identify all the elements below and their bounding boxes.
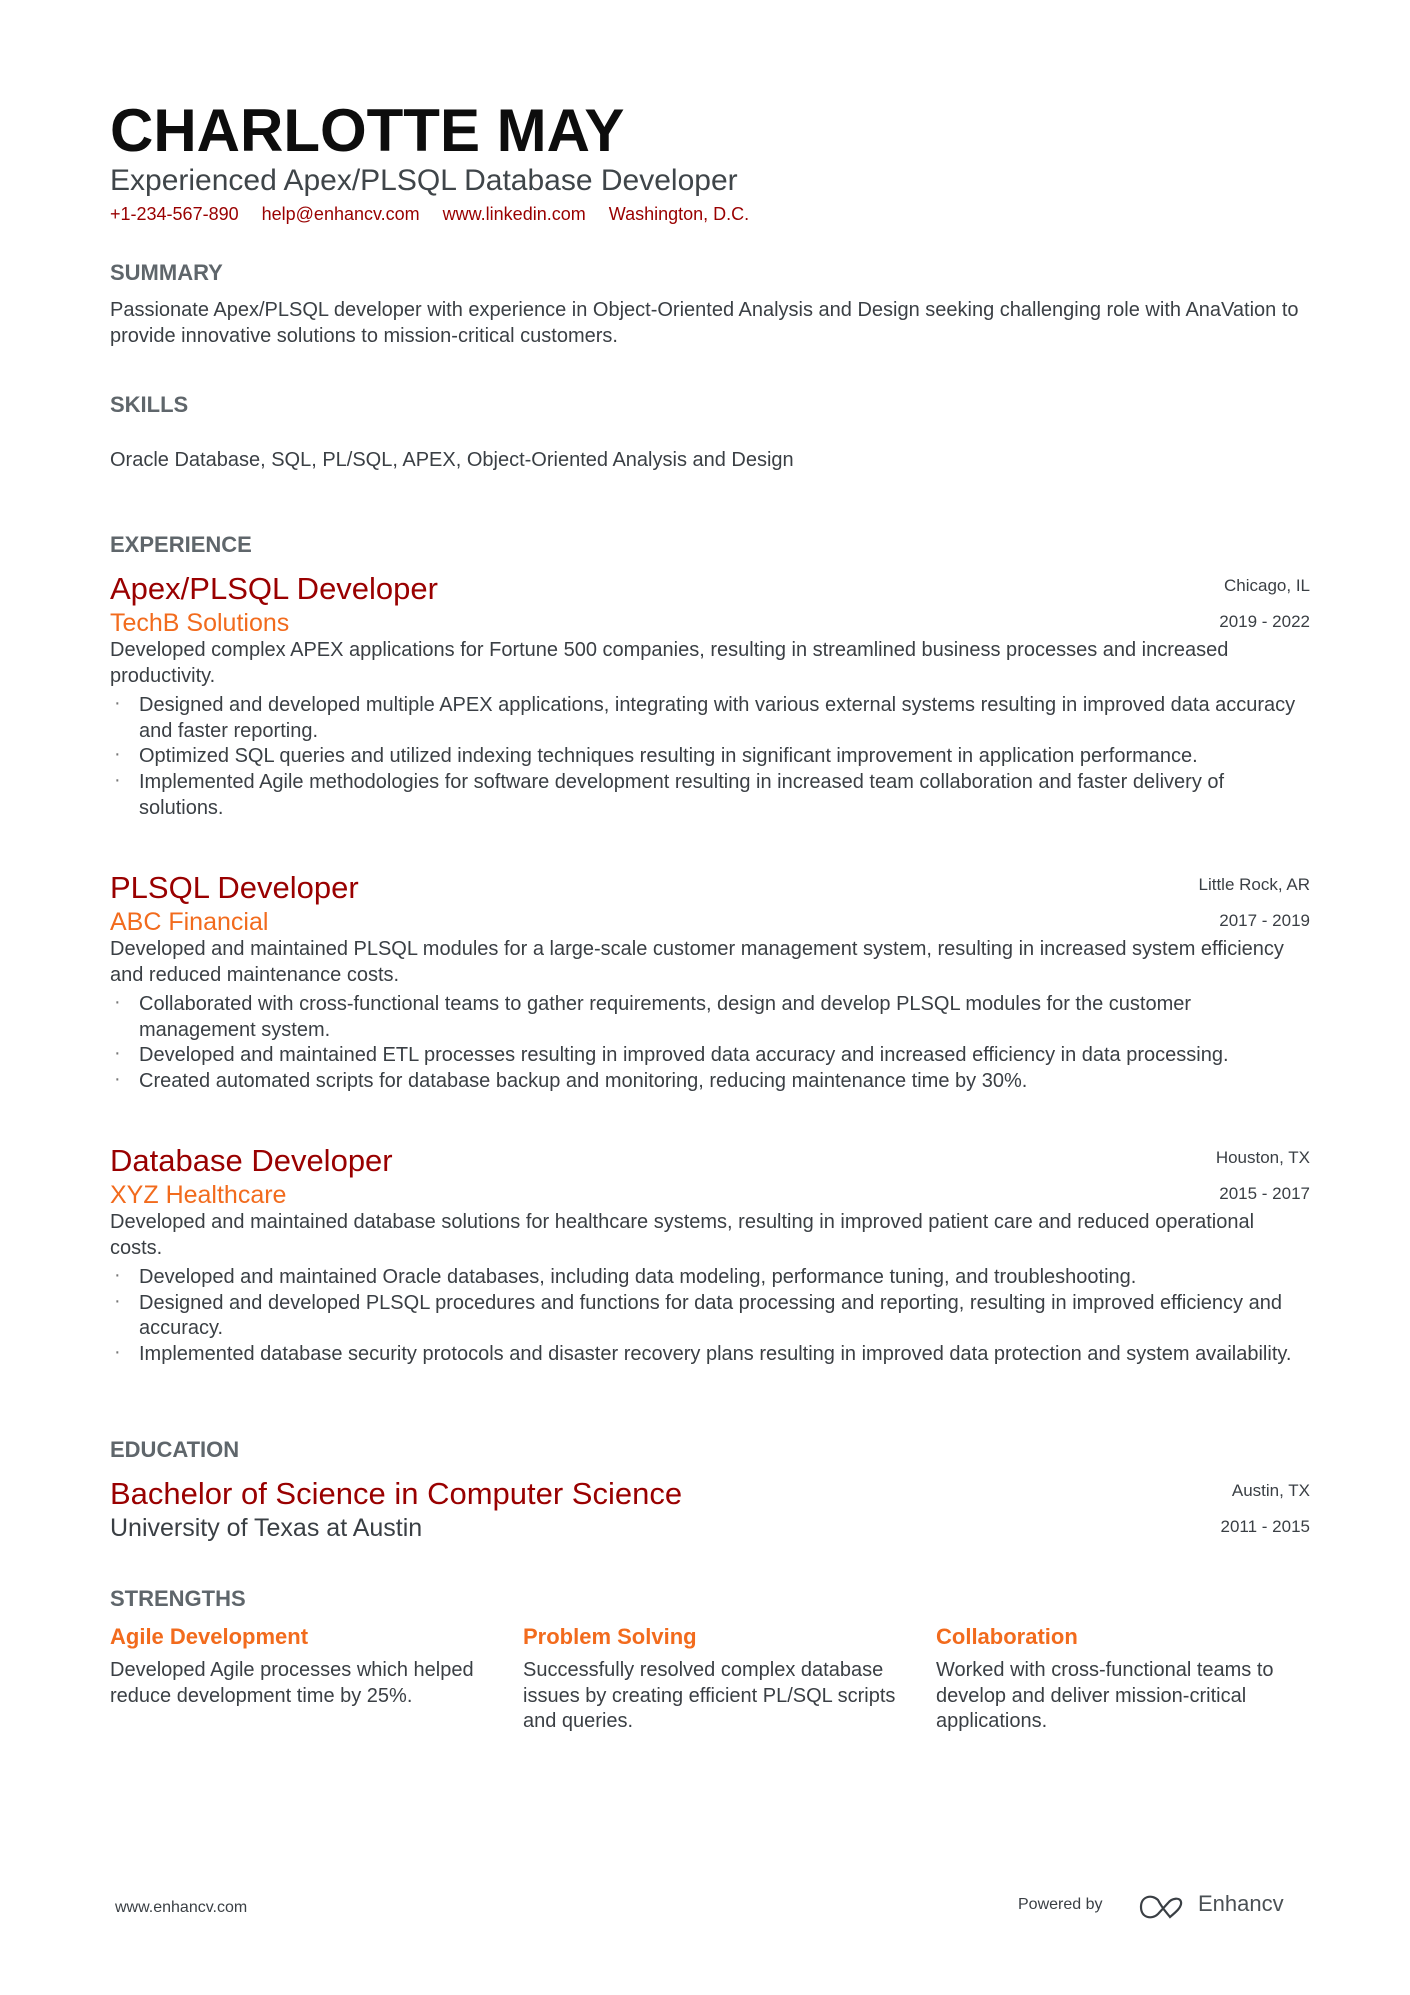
strengths-heading: STRENGTHS	[110, 1586, 246, 1611]
bullet: · Implemented database security protocols and disaster recovery plans resulting in improved data protection and system availability.	[110, 1342, 1310, 1368]
strength-text: Successfully resolved complex database issues by creating efficient PL/SQL scripts and queries.	[523, 1659, 896, 1733]
candidate-title: Experienced Apex/PLSQL Database Developer	[110, 164, 738, 197]
skills-text: Oracle Database, SQL, PL/SQL, APEX, Object-Oriented Analysis and Design	[110, 449, 794, 471]
bullet: · Designed and developed multiple APEX applications, integrating with various external systems resulting in improved data accuracy and faster reporting.	[110, 693, 1310, 744]
skills-heading: SKILLS	[110, 392, 189, 417]
linkedin-link[interactable]: www.linkedin.com	[442, 204, 586, 224]
candidate-name: CHARLOTTE MAY	[110, 97, 625, 164]
company-name: ABC Financial	[110, 908, 269, 936]
location-text: Washington, D.C.	[608, 204, 750, 224]
bullet: · Implemented Agile methodologies for software development resulting in increased team collaboration and faster delivery of solutions.	[110, 770, 1310, 821]
company-name: TechB Solutions	[110, 609, 290, 637]
bullet: · Developed and maintained Oracle databases, including data modeling, performance tuning, and troubleshooting.	[110, 1265, 1310, 1291]
education-entry	[110, 1475, 1310, 1543]
bullet: · Optimized SQL queries and utilized indexing techniques resulting in significant improvement in application performance.	[110, 744, 1310, 770]
contact-info	[110, 202, 1310, 226]
strength-item	[936, 1622, 1311, 1735]
job-bullets	[110, 693, 1310, 821]
job-location: Houston, TX	[1215, 1148, 1310, 1167]
job-description: Developed complex APEX applications for Fortune 500 companies, resulting in streamlined business processes and increased productivity.	[110, 639, 1229, 687]
bullet: · Created automated scripts for database backup and monitoring, reducing maintenance time by 30%.	[110, 1069, 1310, 1095]
job-dates: 2017 - 2019	[1219, 911, 1310, 930]
education-heading: EDUCATION	[110, 1437, 240, 1462]
education-dates: 2011 - 2015	[1220, 1517, 1310, 1536]
strength-item	[110, 1622, 485, 1709]
strength-title: Collaboration	[936, 1624, 1078, 1649]
education-location: Austin, TX	[1231, 1481, 1310, 1500]
job-description: Developed and maintained database solutions for healthcare systems, resulting in improved patient care and reduced operational costs.	[110, 1211, 1255, 1259]
enhancv-brand: Enhancv	[1198, 1891, 1284, 1916]
enhancv-logo-icon	[1138, 1894, 1186, 1920]
job-description: Developed and maintained PLSQL modules for a large-scale customer management system, resulting in increased system efficiency and reduced maintenance costs.	[110, 938, 1284, 986]
degree: Bachelor of Science in Computer Science	[110, 1476, 683, 1511]
summary-heading: SUMMARY	[110, 260, 223, 285]
company-name: XYZ Healthcare	[110, 1181, 287, 1209]
job-bullets	[110, 992, 1310, 1094]
job-location: Chicago, IL	[1224, 576, 1310, 595]
phone-link[interactable]: +1-234-567-890	[110, 204, 239, 224]
job-location: Little Rock, AR	[1198, 875, 1310, 894]
bullet: · Collaborated with cross-functional teams to gather requirements, design and develop PLSQL modules for the customer management system.	[110, 992, 1310, 1043]
bullet: · Designed and developed PLSQL procedures and functions for data processing and reporting, resulting in improved efficiency and accuracy.	[110, 1291, 1310, 1342]
job-entry	[110, 570, 1310, 821]
experience-heading: EXPERIENCE	[110, 532, 252, 557]
summary-text: Passionate Apex/PLSQL developer with experience in Object-Oriented Analysis and Design seeking challenging role with AnaVation to provide innovative solutions to mission-critical customers.	[110, 299, 1299, 347]
job-title: Database Developer	[110, 1143, 393, 1178]
job-dates: 2015 - 2017	[1219, 1184, 1310, 1203]
strength-title: Problem Solving	[523, 1624, 697, 1649]
job-entry	[110, 1142, 1310, 1368]
job-entry	[110, 869, 1310, 1095]
strength-text: Worked with cross-functional teams to develop and deliver mission-critical applications.	[936, 1659, 1274, 1733]
bullet: · Developed and maintained ETL processes resulting in improved data accuracy and increased efficiency in data processing.	[110, 1043, 1310, 1069]
job-dates: 2019 - 2022	[1219, 612, 1310, 631]
footer-website[interactable]: www.enhancv.com	[115, 1899, 248, 1916]
strength-title: Agile Development	[110, 1624, 309, 1649]
job-title: PLSQL Developer	[110, 870, 359, 905]
powered-by-text: Powered by	[1018, 1896, 1103, 1913]
strength-item	[523, 1622, 898, 1735]
strength-text: Developed Agile processes which helped reduce development time by 25%.	[110, 1659, 474, 1707]
job-title: Apex/PLSQL Developer	[110, 571, 438, 606]
school-name: University of Texas at Austin	[110, 1514, 423, 1542]
job-bullets	[110, 1265, 1310, 1367]
email-link[interactable]: help@enhancv.com	[261, 204, 420, 224]
